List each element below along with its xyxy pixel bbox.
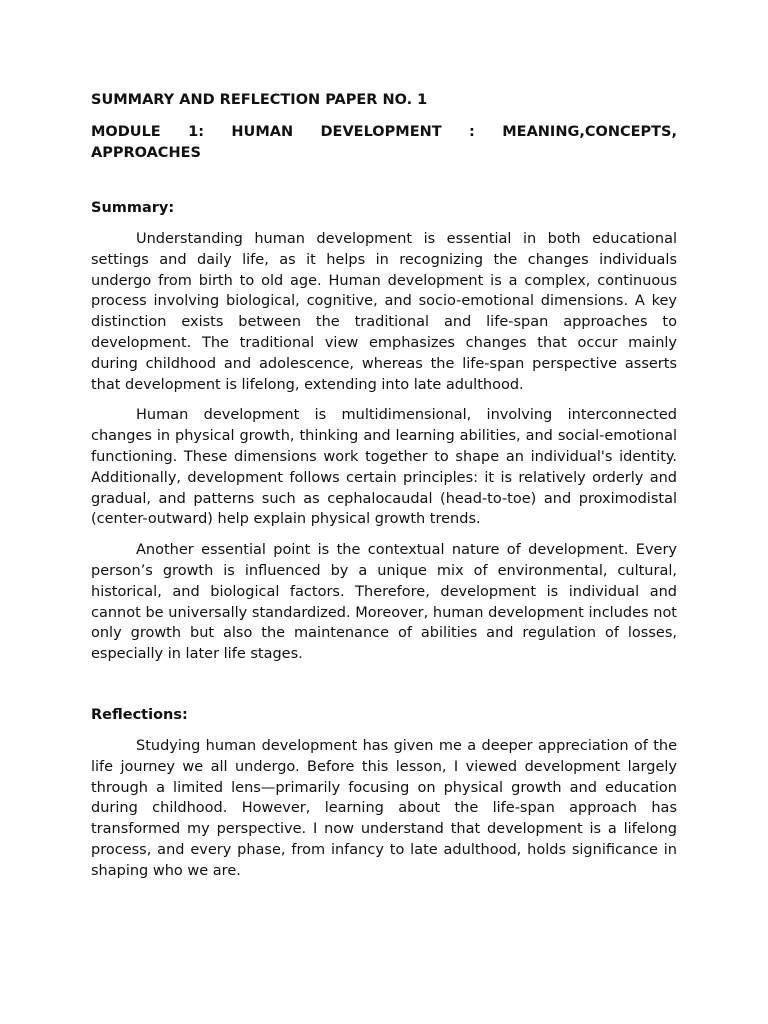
- summary-paragraph-3: Another essential point is the contextual nature of development. Every person’s growth is influenced by a unique mix of environmental, cultural, historical, and biological factors. Therefore, development is individual and cannot be universally standardized. Moreover, human development includes not only growth but also the maintenance of abilities and regulation of losses, especially in later life stages.: [91, 542, 677, 663]
- summary-heading: Summary:: [91, 200, 175, 216]
- reflections-heading: Reflections:: [91, 706, 188, 723]
- summary-paragraph-2: Human development is multidimensional, involving interconnected changes in physical growth, thinking and learning abilities, and social-emotional functioning. These dimensions work together to shape an individual's identity. Additionally, development follows certain principles: it is relatively orderly and gradual, and patterns such as cephalocaudal (head-to-toe) and proximodistal (center-outward) help explain physical growth trends.: [91, 407, 677, 528]
- module-title: MODULE 1: HUMAN DEVELOPMENT : MEANING,CONCEPTS, APPROACHES: [91, 124, 677, 161]
- document-page: [91, 90, 677, 892]
- paper-title: SUMMARY AND REFLECTION PAPER NO. 1: [91, 92, 428, 108]
- reflections-paragraph-1: Studying human development has given me a deeper appreciation of the life journey we all undergo. Before this lesson, I viewed development largely through a limited lens—primarily focusing on physical growth and education during childhood. However, learning about the life-span approach has transformed my perspective. I now understand that development is a lifelong process, and every phase, from infancy to late adulthood, holds significance in shaping who we are.: [91, 737, 677, 879]
- summary-paragraph-1: Understanding human development is essential in both educational settings and daily life, as it helps in recognizing the changes individuals undergo from birth to old age. Human development is a complex, continuous process involving biological, cognitive, and socio-emotional dimensions. A key distinction exists between the traditional and life-span approaches to development. The traditional view emphasizes changes that occur mainly during childhood and adolescence, whereas the life-span perspective asserts that development is lifelong, extending into late adulthood.: [91, 231, 677, 393]
